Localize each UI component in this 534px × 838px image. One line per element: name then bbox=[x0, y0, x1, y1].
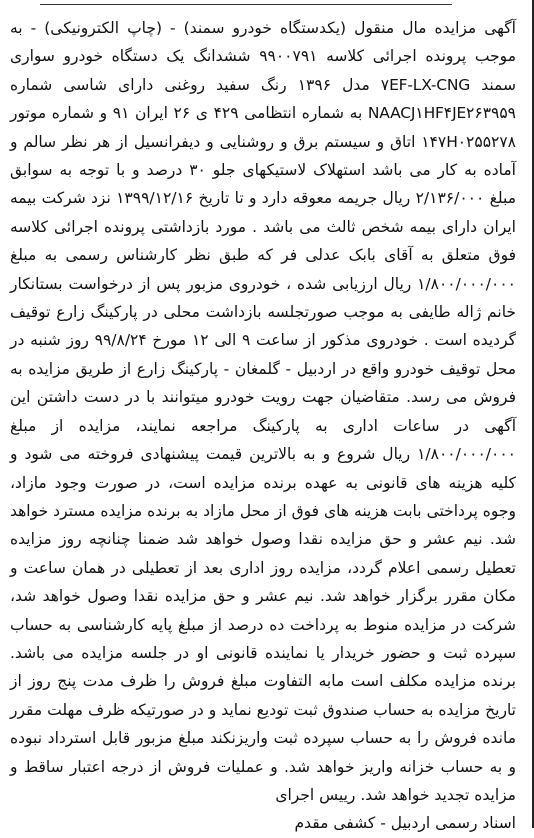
top-divider bbox=[40, 4, 452, 5]
notice-signature: اسناد رسمی اردبیل - کشفی مقدم bbox=[294, 814, 516, 833]
notice-body: آگهی مزایده مال منقول (یکدستگاه خودرو سمند) - (چاپ الکترونیکی) - به موجب پرونده اجرائی کلاسه ۹۹۰۰۷۹۱ ششدانگ یک دستگاه خودرو سواری سمند ۷EF-LX-CNG مدل ۱۳۹۶ رنگ سفید روغنی دارای شاسی شماره NAACJ۱HF۴JE۲۶۳۹۵۹ به شماره انتظامی ۴۲۹ ی ۲۶ ایران ۹۱ و شماره موتور ۱۴۷H۰۲۵۵۲۷۸ اتاق و سیستم برق و روشنایی و دیفرانسیل از هر نظر سالم و آماده به کار می باشد استهلاک لاستیکهای جلو ۳۰ درصد و با توجه به سوابق مبلغ ۲/۱۳۶/۰۰۰ ریال جریمه معوقه دارد و تا تاریخ ۱۳۹۹/۱۲/۱۶ نزد شرکت بیمه ایران دارای بیمه شخص ثالث می باشد . مورد بازداشتی پرونده اجرائی کلاسه فوق متعلق به آقای بابک عدلی فر که طبق نظر کارشناس رسمی به مبلغ ۱/۸۰۰/۰۰۰/۰۰۰ ریال ارزیابی شده ، خودروی مزبور پس از درخواست بستانکار خانم ژاله طایفی به موجب صورتجلسه بازداشت محلی در پارکینگ زارع توقیف گردیده است . خودروی مذکور از ساعت ۹ الی ۱۲ مورخ ۹۹/۸/۲۴ روز شنبه در محل توقیف خودرو واقع در اردبیل - گلمغان - پارکینگ زارع از طریق مزایده به فروش می رسد. متقاضیان جهت رویت خودرو میتوانند با در دست داشتن این آگهی در ساعات اداری به پارکینگ مراجعه نمایند، مزایده از مبلغ ۱/۸۰۰/۰۰۰/۰۰۰ ریال شروع و به بالاترین قیمت پیشنهادی فروخته می شود و کلیه هزینه های قانونی به عهده برنده مزایده است، در صورت وجود مازاد، وجوه پرداختی بابت هزینه های فوق از محل مازاد به برنده مزایده مسترد خواهد شد. نیم عشر و حق مزایده نقدا وصول خواهد شد ضمنا چنانچه روز مزایده تعطیل رسمی اعلام گردد، مزایده روز اداری بعد از تعطیلی در همان ساعت و مکان مقرر برگزار خواهد شد. نیم عشر و حق مزایده نقدا وصول خواهد شد، شرکت در مزایده منوط به پرداخت ده درصد از مبلغ پایه کارشناسی به حساب سپرده ثبت و حضور خریدار یا نماینده قانونی او در جلسه مزایده می باشد. برنده مزایده مکلف است مابه التفاوت مبلغ فروش را ظرف مدت پنج روز از تاریخ مزایده به حساب صندوق ثبت تودیع نماید و در صورتیکه ظرف مهلت مقرر مانده فروش را به حساب سپرده ثبت واریزنکند مبلغ مزبور قابل استرداد نبوده و به حساب خزانه واریز خواهد شد. و عملیات فروش از درجه اعتبار ساقط و مزایده تجدید خواهد شد. رییس اجرای bbox=[10, 19, 517, 804]
